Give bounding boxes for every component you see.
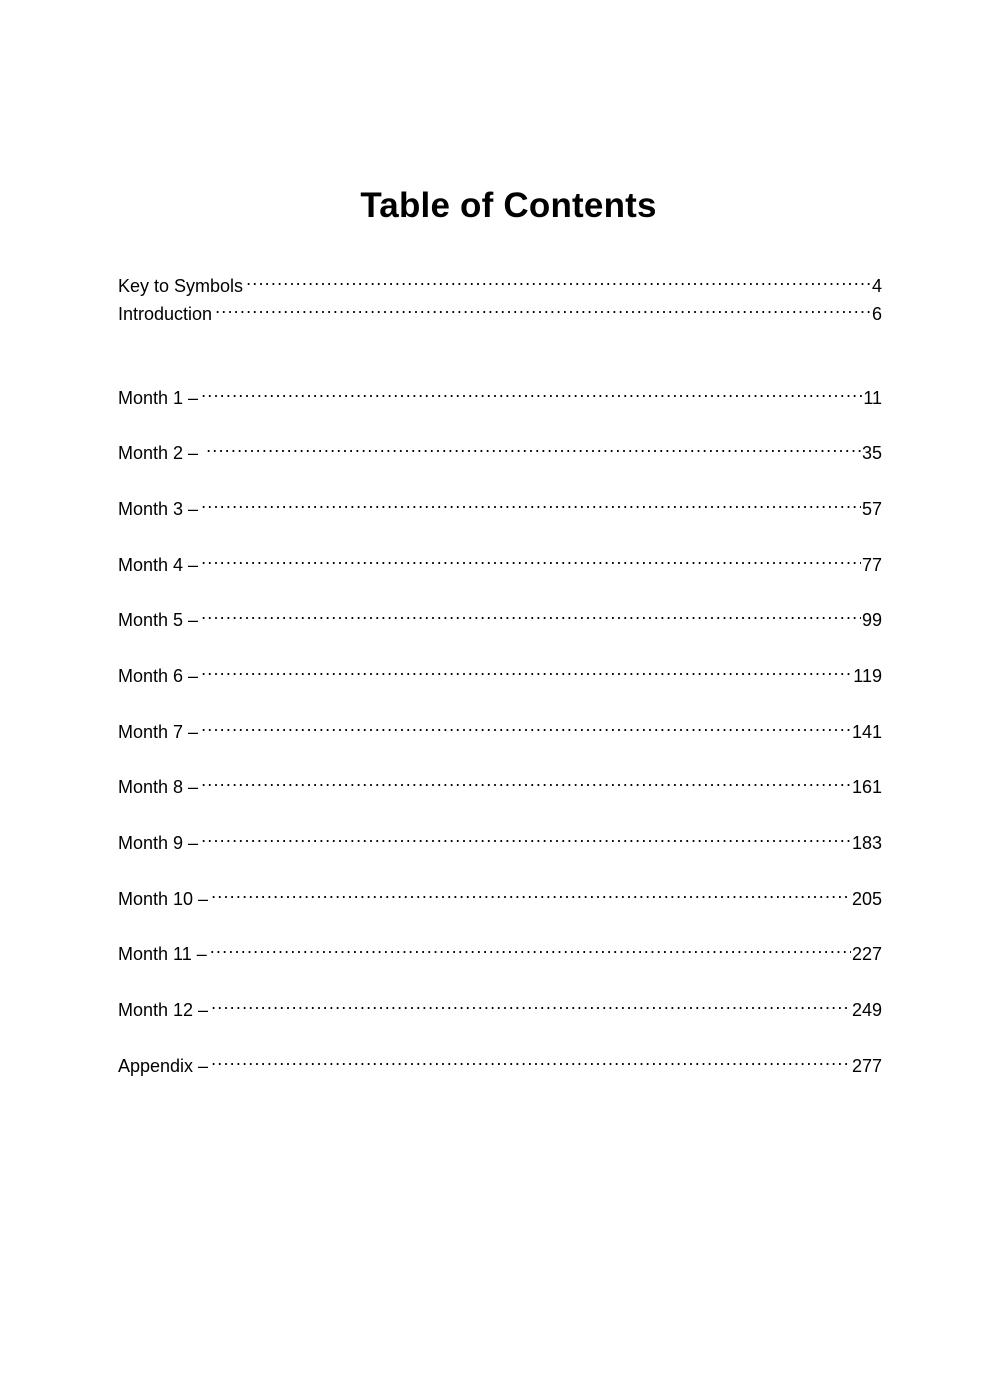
toc-entry-label: Month 11 – xyxy=(118,944,207,964)
dot-leader xyxy=(201,823,851,849)
page-title: Table of Contents xyxy=(360,186,657,225)
toc-entry-page-number: 161 xyxy=(851,777,882,797)
dot-leader xyxy=(246,266,871,292)
toc-entry-month-12[interactable] xyxy=(118,990,882,1020)
toc-entry-label: Month 8 – xyxy=(118,777,199,797)
dot-leader xyxy=(210,934,851,960)
toc-entry-label: Month 2 – xyxy=(118,443,204,463)
toc-entry-page-number: 57 xyxy=(861,499,882,519)
toc-entry-label: Month 3 – xyxy=(118,499,199,519)
toc-entry-month-4[interactable] xyxy=(118,545,882,575)
toc-entry-key-to-symbols[interactable] xyxy=(118,266,882,296)
toc-entry-page-number: 35 xyxy=(861,443,882,463)
dot-leader xyxy=(206,433,861,459)
toc-entry-month-6[interactable] xyxy=(118,656,882,686)
toc-entry-page-number: 141 xyxy=(851,722,882,742)
toc-entry-page-number: 77 xyxy=(861,555,882,575)
toc-entry-month-11[interactable] xyxy=(118,934,882,964)
dot-leader xyxy=(201,767,851,793)
toc-entry-label: Month 1 – xyxy=(118,388,199,408)
dot-leader xyxy=(201,712,851,738)
toc-entry-appendix[interactable] xyxy=(118,1046,882,1076)
toc-entry-page-number: 183 xyxy=(851,833,882,853)
toc-entry-page-number: 6 xyxy=(871,304,882,324)
toc-entry-label: Month 6 – xyxy=(118,666,199,686)
dot-leader xyxy=(201,600,861,626)
dot-leader xyxy=(211,990,851,1016)
toc-entry-page-number: 205 xyxy=(851,889,882,909)
toc-entry-label: Month 10 – xyxy=(118,889,209,909)
toc-entry-month-1[interactable] xyxy=(118,378,882,408)
toc-entry-page-number: 119 xyxy=(853,666,882,686)
dot-leader xyxy=(201,656,852,682)
toc-entry-page-number: 99 xyxy=(861,610,882,630)
toc-entry-label: Month 9 – xyxy=(118,833,199,853)
toc-entry-page-number: 4 xyxy=(871,276,882,296)
toc-entry-label: Introduction xyxy=(118,304,213,324)
dot-leader xyxy=(211,879,851,905)
toc-entry-month-3[interactable] xyxy=(118,489,882,519)
toc-entry-page-number: 227 xyxy=(851,944,882,964)
toc-entry-month-9[interactable] xyxy=(118,823,882,853)
toc-entry-month-8[interactable] xyxy=(118,767,882,797)
dot-leader xyxy=(211,1046,851,1072)
toc-entry-label: Key to Symbols xyxy=(118,276,244,296)
dot-leader xyxy=(201,378,862,404)
dot-leader xyxy=(215,294,871,320)
toc-entry-page-number: 249 xyxy=(851,1000,882,1020)
toc-entry-month-5[interactable] xyxy=(118,600,882,630)
toc-entry-page-number: 11 xyxy=(863,388,882,408)
toc-entry-month-2[interactable] xyxy=(118,433,882,463)
toc-entry-label: Month 5 – xyxy=(118,610,199,630)
toc-entry-label: Month 4 – xyxy=(118,555,199,575)
toc-entry-label: Month 12 – xyxy=(118,1000,209,1020)
toc-entry-month-10[interactable] xyxy=(118,879,882,909)
dot-leader xyxy=(201,489,861,515)
dot-leader xyxy=(201,545,861,571)
toc-entry-label: Appendix – xyxy=(118,1056,209,1076)
toc-entry-month-7[interactable] xyxy=(118,712,882,742)
toc-entry-introduction[interactable] xyxy=(118,294,882,324)
toc-entry-page-number: 277 xyxy=(851,1056,882,1076)
toc-entry-label: Month 7 – xyxy=(118,722,199,742)
